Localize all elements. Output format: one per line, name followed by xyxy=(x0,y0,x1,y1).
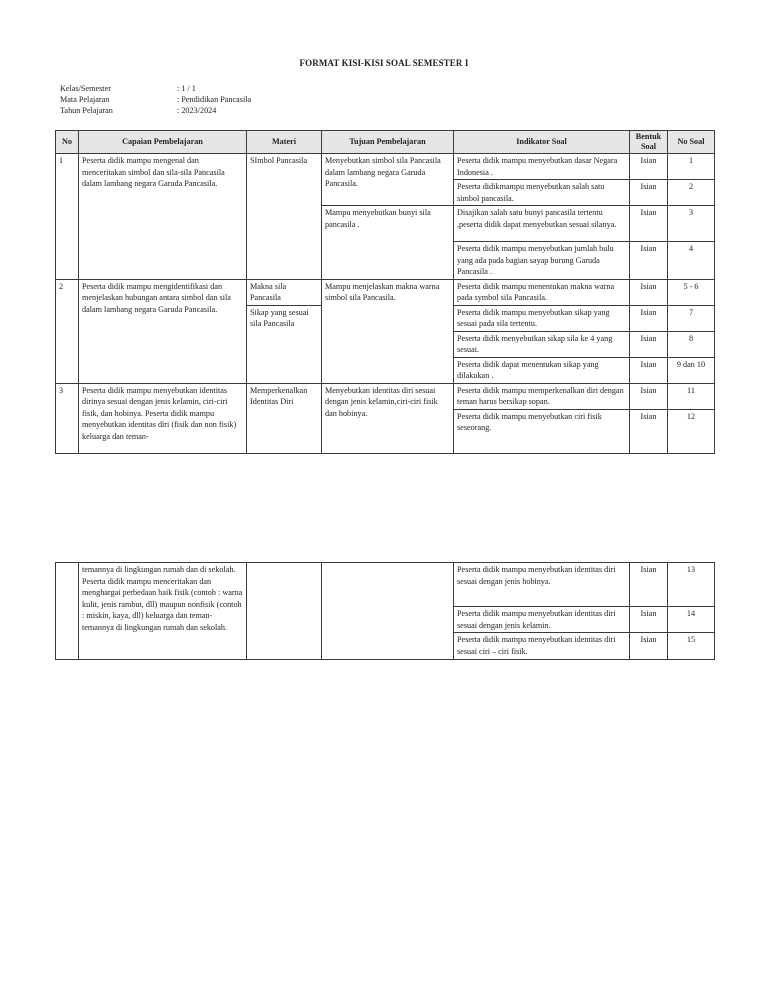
cell-bentuk-soal: Isian xyxy=(630,154,668,180)
cell-no-soal: 9 dan 10 xyxy=(668,357,715,383)
cell-no-soal: 2 xyxy=(668,180,715,206)
cell-indikator: Peserta didik mampu menentukan makna warna pada symbol sila Pancasila. xyxy=(454,279,630,305)
header-no-soal: No Soal xyxy=(668,131,715,154)
meta-value: : 1 / 1 xyxy=(177,84,196,93)
table-row xyxy=(56,154,715,180)
cell-indikator: Peserta didik mampu menyebutkan ciri fisik seseorang. xyxy=(454,409,630,453)
cell-bentuk-soal: Isian xyxy=(630,331,668,357)
cell-capaian: Peserta didik mampu mengenal dan menceritakan simbol dan sila-sila Pancasila dalam lambang negara Garuda Pancasila. xyxy=(79,154,247,280)
cell-indikator: Peserta didik mampu menyebutkan identitas diri sesuai dengan jenis hobinya. xyxy=(454,563,630,607)
header-capaian: Capaian Pembelajaran xyxy=(79,131,247,154)
cell-materi: Sikap yang sesuai sila Pancasila xyxy=(247,305,322,383)
cell-no: 3 xyxy=(56,383,79,453)
cell-no-soal: 7 xyxy=(668,305,715,331)
cell-capaian: Peserta didik mampu mengidentifikasi dan menjelaskan hubungan antara simbol dan sila dalam lambang negara Garuda Pancasila. xyxy=(79,279,247,383)
document-meta xyxy=(60,83,251,116)
header-bentuk-soal: Bentuk Soal xyxy=(630,131,668,154)
cell-indikator: Peserta didik mampu menyebutkan sikap yang sesuai pada sila tertentu. xyxy=(454,305,630,331)
cell-tujuan: Menyebutkan identitas diri sesuai dengan jenis kelamin,ciri-ciri fisik dan hobinya. xyxy=(322,383,454,453)
cell-materi: SImbol Pancasila xyxy=(247,154,322,280)
cell-indikator: Peserta didik menyebutkan sikap sila ke 4 yang sesuai. xyxy=(454,331,630,357)
cell-bentuk-soal: Isian xyxy=(630,279,668,305)
cell-indikator: Peserta didik mampu menyebutkan dasar Negara Indonesia . xyxy=(454,154,630,180)
cell-tujuan: Mampu menjelaskan makna warna simbol sila Pancasila. xyxy=(322,279,454,383)
cell-indikator: Peserta didik mampu menyebutkan identitas diri sesuai dengan jenis kelamin. xyxy=(454,607,630,633)
kisi-kisi-table-continued xyxy=(55,562,715,660)
cell-bentuk-soal: Isian xyxy=(630,383,668,409)
header-materi: Materi xyxy=(247,131,322,154)
cell-no xyxy=(56,563,79,660)
cell-tujuan: Menyebutkan simbol sila Pancasila dalam lambang negara Garuda Pancasila. xyxy=(322,154,454,206)
cell-bentuk-soal: Isian xyxy=(630,206,668,242)
cell-indikator: Peserta didik mampu memperkenalkan diri dengan teman harus bersikap sopan. xyxy=(454,383,630,409)
cell-bentuk-soal: Isian xyxy=(630,409,668,453)
header-no: No xyxy=(56,131,79,154)
cell-no-soal: 8 xyxy=(668,331,715,357)
cell-bentuk-soal: Isian xyxy=(630,633,668,660)
table-header-row xyxy=(56,131,715,154)
cell-no-soal: 15 xyxy=(668,633,715,660)
meta-value: : Pendidikan Pancasila xyxy=(177,95,252,104)
cell-tujuan xyxy=(322,563,454,660)
document-title: FORMAT KISI-KISI SOAL SEMESTER I xyxy=(299,58,469,68)
cell-materi: Makna sila Pancasila xyxy=(247,279,322,305)
cell-indikator: Disajikan salah satu bunyi pancasila tertentu ,peserta didik dapat menyebutkan sesuai silanya. xyxy=(454,206,630,242)
meta-row-tahun xyxy=(60,105,251,116)
cell-no-soal: 13 xyxy=(668,563,715,607)
cell-bentuk-soal: Isian xyxy=(630,305,668,331)
table-row xyxy=(56,563,715,607)
cell-no-soal: 12 xyxy=(668,409,715,453)
cell-indikator: Peserta didik dapat menentukan sikap yang dilakukan . xyxy=(454,357,630,383)
cell-indikator: Peserta didik mampu menyebutkan jumlah bulu yang ada pada bagian sayap burung Garuda Pancasila . xyxy=(454,242,630,280)
meta-value: : 2023/2024 xyxy=(177,106,217,115)
meta-row-mapel xyxy=(60,94,251,105)
cell-no-soal: 14 xyxy=(668,607,715,633)
meta-label: Mata Pelajaran xyxy=(60,95,110,104)
cell-no-soal: 5 - 6 xyxy=(668,279,715,305)
cell-no: 1 xyxy=(56,154,79,280)
header-tujuan: Tujuan Pembelajaran xyxy=(322,131,454,154)
cell-bentuk-soal: Isian xyxy=(630,357,668,383)
cell-bentuk-soal: Isian xyxy=(630,180,668,206)
meta-label: Tahun Pelajaran xyxy=(60,106,113,115)
table-row xyxy=(56,383,715,409)
kisi-kisi-table xyxy=(55,130,715,454)
cell-tujuan: Mampu menyebutkan bunyi sila pancasila . xyxy=(322,206,454,280)
cell-bentuk-soal: Isian xyxy=(630,242,668,280)
cell-bentuk-soal: Isian xyxy=(630,607,668,633)
cell-indikator: Peserta didikmampu menyebutkan salah satu simbol pancasila. xyxy=(454,180,630,206)
header-indikator: Indikator Soal xyxy=(454,131,630,154)
cell-no-soal: 1 xyxy=(668,154,715,180)
cell-no-soal: 4 xyxy=(668,242,715,280)
cell-capaian: temannya di lingkungan rumah dan di sekolah. Peserta didik mampu menceritakan dan menghargai perbedaan baik fisik (contoh : warna kulit, jenis rambut, dll) maupun nonfisik (contoh : miskin, kaya, dll) keluarga dan teman-temannya di lingkungan rumah dan sekolah. xyxy=(79,563,247,660)
cell-indikator: Peserta didik mampu menyebutkan identitas diri sesuai ciri – ciri fisik. xyxy=(454,633,630,660)
cell-no-soal: 3 xyxy=(668,206,715,242)
cell-no: 2 xyxy=(56,279,79,383)
cell-materi xyxy=(247,563,322,660)
cell-capaian: Peserta didik mampu menyebutkan identitas dirinya sesuai dengan jenis kelamin, ciri-ciri fisik, dan hobinya. Peserta didik mampu menyebutkan identitas diri (fisik dan non fisik) keluarga dan teman- xyxy=(79,383,247,453)
cell-no-soal: 11 xyxy=(668,383,715,409)
meta-label: Kelas/Semester xyxy=(60,84,111,93)
cell-materi: Memperkenalkan Identitas Diri xyxy=(247,383,322,453)
table-row xyxy=(56,279,715,305)
meta-row-kelas xyxy=(60,83,251,94)
cell-bentuk-soal: Isian xyxy=(630,563,668,607)
